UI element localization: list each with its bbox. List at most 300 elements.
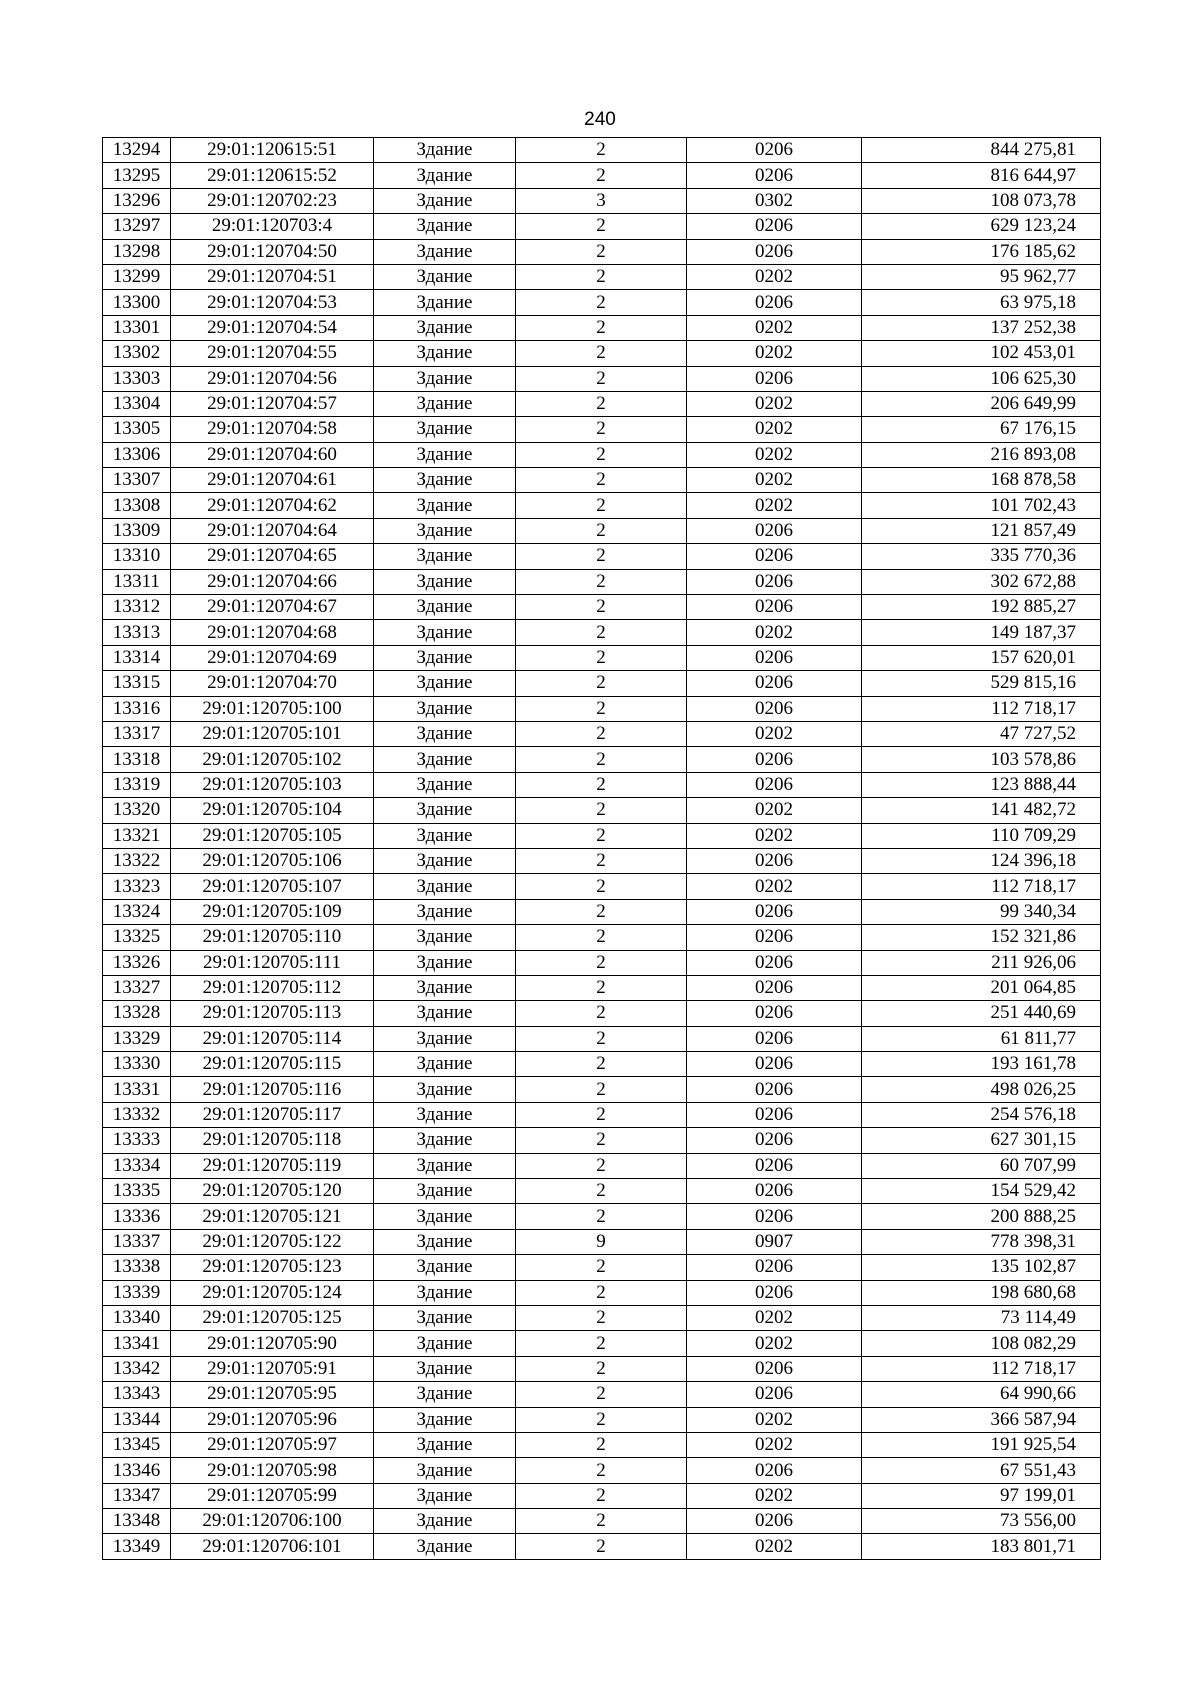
subgroup-code-cell: 0202 (687, 315, 862, 340)
cadastral-value-cell: 157 620,01 (862, 645, 1101, 670)
cadastral-value-cell: 192 885,27 (862, 595, 1101, 620)
group-code-cell: 2 (516, 1052, 687, 1077)
group-code-cell: 2 (516, 366, 687, 391)
group-code-cell: 2 (516, 823, 687, 848)
subgroup-code-cell: 0302 (687, 188, 862, 213)
row-number-cell: 13335 (103, 1179, 171, 1204)
row-number-cell: 13309 (103, 518, 171, 543)
group-code-cell: 3 (516, 188, 687, 213)
table-row (103, 1229, 1101, 1254)
group-code-cell: 2 (516, 239, 687, 264)
table-row (103, 823, 1101, 848)
subgroup-code-cell: 0206 (687, 1509, 862, 1534)
object-type-cell: Здание (374, 1534, 516, 1559)
group-code-cell: 2 (516, 975, 687, 1000)
table-row (103, 595, 1101, 620)
group-code-cell: 2 (516, 1509, 687, 1534)
subgroup-code-cell: 0202 (687, 1407, 862, 1432)
cadastral-number-cell: 29:01:120704:50 (171, 239, 374, 264)
row-number-cell: 13332 (103, 1102, 171, 1127)
row-number-cell: 13348 (103, 1509, 171, 1534)
cadastral-value-cell: 73 114,49 (862, 1305, 1101, 1330)
group-code-cell: 2 (516, 671, 687, 696)
object-type-cell: Здание (374, 950, 516, 975)
subgroup-code-cell: 0202 (687, 1432, 862, 1457)
cadastral-value-cell: 154 529,42 (862, 1179, 1101, 1204)
table-row (103, 772, 1101, 797)
object-type-cell: Здание (374, 214, 516, 239)
table-row (103, 1077, 1101, 1102)
subgroup-code-cell: 0206 (687, 1204, 862, 1229)
table-row (103, 696, 1101, 721)
subgroup-code-cell: 0206 (687, 518, 862, 543)
cadastral-value-cell: 201 064,85 (862, 975, 1101, 1000)
row-number-cell: 13321 (103, 823, 171, 848)
group-code-cell: 2 (516, 1432, 687, 1457)
table-row (103, 341, 1101, 366)
group-code-cell: 2 (516, 1382, 687, 1407)
row-number-cell: 13323 (103, 874, 171, 899)
subgroup-code-cell: 0206 (687, 595, 862, 620)
object-type-cell: Здание (374, 417, 516, 442)
cadastral-number-cell: 29:01:120704:60 (171, 442, 374, 467)
cadastral-value-cell: 106 625,30 (862, 366, 1101, 391)
object-type-cell: Здание (374, 1483, 516, 1508)
cadastral-value-cell: 193 161,78 (862, 1052, 1101, 1077)
cadastral-value-cell: 103 578,86 (862, 747, 1101, 772)
subgroup-code-cell: 0206 (687, 1280, 862, 1305)
cadastral-value-cell: 200 888,25 (862, 1204, 1101, 1229)
cadastral-number-cell: 29:01:120704:66 (171, 569, 374, 594)
cadastral-number-cell: 29:01:120704:62 (171, 493, 374, 518)
table-row (103, 417, 1101, 442)
object-type-cell: Здание (374, 239, 516, 264)
group-code-cell: 2 (516, 341, 687, 366)
cadastral-value-cell: 183 801,71 (862, 1534, 1101, 1559)
cadastral-number-cell: 29:01:120706:100 (171, 1509, 374, 1534)
row-number-cell: 13302 (103, 341, 171, 366)
object-type-cell: Здание (374, 595, 516, 620)
cadastral-value-cell: 99 340,34 (862, 899, 1101, 924)
group-code-cell: 2 (516, 1458, 687, 1483)
object-type-cell: Здание (374, 823, 516, 848)
table-row (103, 1204, 1101, 1229)
object-type-cell: Здание (374, 391, 516, 416)
row-number-cell: 13312 (103, 595, 171, 620)
row-number-cell: 13305 (103, 417, 171, 442)
cadastral-number-cell: 29:01:120705:114 (171, 1026, 374, 1051)
subgroup-code-cell: 0206 (687, 645, 862, 670)
row-number-cell: 13326 (103, 950, 171, 975)
subgroup-code-cell: 0206 (687, 1052, 862, 1077)
row-number-cell: 13340 (103, 1305, 171, 1330)
subgroup-code-cell: 0206 (687, 1128, 862, 1153)
page-number: 240 (584, 109, 616, 130)
group-code-cell: 2 (516, 442, 687, 467)
subgroup-code-cell: 0206 (687, 1382, 862, 1407)
cadastral-number-cell: 29:01:120705:102 (171, 747, 374, 772)
table-row (103, 721, 1101, 746)
table-row (103, 315, 1101, 340)
cadastral-value-cell: 73 556,00 (862, 1509, 1101, 1534)
table-row (103, 138, 1101, 163)
row-number-cell: 13298 (103, 239, 171, 264)
subgroup-code-cell: 0202 (687, 468, 862, 493)
subgroup-code-cell: 0206 (687, 747, 862, 772)
subgroup-code-cell: 0206 (687, 138, 862, 163)
table-row (103, 1255, 1101, 1280)
table-row (103, 1331, 1101, 1356)
cadastral-value-cell: 251 440,69 (862, 1001, 1101, 1026)
cadastral-value-cell: 47 727,52 (862, 721, 1101, 746)
cadastral-number-cell: 29:01:120704:55 (171, 341, 374, 366)
table-row (103, 899, 1101, 924)
table-row (103, 1356, 1101, 1381)
cadastral-number-cell: 29:01:120705:121 (171, 1204, 374, 1229)
object-type-cell: Здание (374, 1128, 516, 1153)
cadastral-number-cell: 29:01:120704:56 (171, 366, 374, 391)
table-row (103, 671, 1101, 696)
object-type-cell: Здание (374, 544, 516, 569)
table-body (103, 138, 1101, 1560)
group-code-cell: 2 (516, 1534, 687, 1559)
cadastral-value-cell: 101 702,43 (862, 493, 1101, 518)
row-number-cell: 13342 (103, 1356, 171, 1381)
group-code-cell: 2 (516, 1204, 687, 1229)
group-code-cell: 2 (516, 214, 687, 239)
subgroup-code-cell: 0206 (687, 848, 862, 873)
table-row (103, 468, 1101, 493)
cadastral-value-cell: 302 672,88 (862, 569, 1101, 594)
cadastral-number-cell: 29:01:120705:107 (171, 874, 374, 899)
object-type-cell: Здание (374, 620, 516, 645)
cadastral-value-cell: 778 398,31 (862, 1229, 1101, 1254)
cadastral-number-cell: 29:01:120705:111 (171, 950, 374, 975)
table-row (103, 366, 1101, 391)
subgroup-code-cell: 0206 (687, 772, 862, 797)
row-number-cell: 13300 (103, 290, 171, 315)
object-type-cell: Здание (374, 1356, 516, 1381)
row-number-cell: 13314 (103, 645, 171, 670)
cadastral-number-cell: 29:01:120705:101 (171, 721, 374, 746)
row-number-cell: 13345 (103, 1432, 171, 1457)
group-code-cell: 2 (516, 925, 687, 950)
row-number-cell: 13318 (103, 747, 171, 772)
row-number-cell: 13346 (103, 1458, 171, 1483)
cadastral-number-cell: 29:01:120705:103 (171, 772, 374, 797)
cadastral-number-cell: 29:01:120704:51 (171, 264, 374, 289)
cadastral-value-cell: 60 707,99 (862, 1153, 1101, 1178)
row-number-cell: 13327 (103, 975, 171, 1000)
cadastral-value-cell: 206 649,99 (862, 391, 1101, 416)
cadastral-value-cell: 124 396,18 (862, 848, 1101, 873)
group-code-cell: 2 (516, 1128, 687, 1153)
object-type-cell: Здание (374, 1229, 516, 1254)
table-row (103, 493, 1101, 518)
cadastral-number-cell: 29:01:120705:117 (171, 1102, 374, 1127)
row-number-cell: 13297 (103, 214, 171, 239)
table-row (103, 518, 1101, 543)
group-code-cell: 2 (516, 138, 687, 163)
object-type-cell: Здание (374, 747, 516, 772)
cadastral-value-cell: 121 857,49 (862, 518, 1101, 543)
cadastral-value-cell: 254 576,18 (862, 1102, 1101, 1127)
subgroup-code-cell: 0206 (687, 163, 862, 188)
table-row (103, 214, 1101, 239)
subgroup-code-cell: 0206 (687, 696, 862, 721)
cadastral-number-cell: 29:01:120705:116 (171, 1077, 374, 1102)
group-code-cell: 2 (516, 645, 687, 670)
group-code-cell: 2 (516, 569, 687, 594)
cadastral-value-cell: 198 680,68 (862, 1280, 1101, 1305)
cadastral-value-cell: 135 102,87 (862, 1255, 1101, 1280)
table-row (103, 569, 1101, 594)
object-type-cell: Здание (374, 138, 516, 163)
group-code-cell: 2 (516, 747, 687, 772)
cadastral-value-cell: 366 587,94 (862, 1407, 1101, 1432)
table-row (103, 391, 1101, 416)
row-number-cell: 13322 (103, 848, 171, 873)
cadastral-value-table (102, 137, 1101, 1560)
row-number-cell: 13320 (103, 798, 171, 823)
cadastral-number-cell: 29:01:120705:106 (171, 848, 374, 873)
table-row (103, 264, 1101, 289)
object-type-cell: Здание (374, 163, 516, 188)
cadastral-number-cell: 29:01:120615:52 (171, 163, 374, 188)
cadastral-value-cell: 64 990,66 (862, 1382, 1101, 1407)
row-number-cell: 13303 (103, 366, 171, 391)
cadastral-value-cell: 176 185,62 (862, 239, 1101, 264)
cadastral-value-cell: 191 925,54 (862, 1432, 1101, 1457)
object-type-cell: Здание (374, 1052, 516, 1077)
row-number-cell: 13334 (103, 1153, 171, 1178)
table-row (103, 544, 1101, 569)
cadastral-number-cell: 29:01:120705:98 (171, 1458, 374, 1483)
group-code-cell: 2 (516, 493, 687, 518)
row-number-cell: 13339 (103, 1280, 171, 1305)
table-row (103, 1509, 1101, 1534)
cadastral-value-cell: 629 123,24 (862, 214, 1101, 239)
table-row (103, 874, 1101, 899)
cadastral-number-cell: 29:01:120704:53 (171, 290, 374, 315)
row-number-cell: 13330 (103, 1052, 171, 1077)
cadastral-value-cell: 112 718,17 (862, 1356, 1101, 1381)
cadastral-number-cell: 29:01:120705:122 (171, 1229, 374, 1254)
group-code-cell: 2 (516, 391, 687, 416)
object-type-cell: Здание (374, 975, 516, 1000)
cadastral-value-cell: 67 176,15 (862, 417, 1101, 442)
cadastral-number-cell: 29:01:120704:67 (171, 595, 374, 620)
object-type-cell: Здание (374, 290, 516, 315)
cadastral-number-cell: 29:01:120705:97 (171, 1432, 374, 1457)
object-type-cell: Здание (374, 315, 516, 340)
group-code-cell: 2 (516, 264, 687, 289)
row-number-cell: 13329 (103, 1026, 171, 1051)
subgroup-code-cell: 0206 (687, 1458, 862, 1483)
object-type-cell: Здание (374, 1382, 516, 1407)
object-type-cell: Здание (374, 1432, 516, 1457)
object-type-cell: Здание (374, 264, 516, 289)
cadastral-number-cell: 29:01:120615:51 (171, 138, 374, 163)
cadastral-number-cell: 29:01:120704:70 (171, 671, 374, 696)
group-code-cell: 2 (516, 1077, 687, 1102)
cadastral-value-cell: 108 082,29 (862, 1331, 1101, 1356)
cadastral-value-cell: 97 199,01 (862, 1483, 1101, 1508)
subgroup-code-cell: 0206 (687, 366, 862, 391)
group-code-cell: 9 (516, 1229, 687, 1254)
subgroup-code-cell: 0202 (687, 1483, 862, 1508)
group-code-cell: 2 (516, 518, 687, 543)
object-type-cell: Здание (374, 798, 516, 823)
table-row (103, 1382, 1101, 1407)
subgroup-code-cell: 0202 (687, 264, 862, 289)
object-type-cell: Здание (374, 874, 516, 899)
row-number-cell: 13338 (103, 1255, 171, 1280)
cadastral-value-cell: 112 718,17 (862, 874, 1101, 899)
object-type-cell: Здание (374, 1407, 516, 1432)
subgroup-code-cell: 0202 (687, 1534, 862, 1559)
group-code-cell: 2 (516, 1001, 687, 1026)
cadastral-number-cell: 29:01:120704:61 (171, 468, 374, 493)
cadastral-number-cell: 29:01:120704:65 (171, 544, 374, 569)
cadastral-number-cell: 29:01:120704:68 (171, 620, 374, 645)
cadastral-value-cell: 529 815,16 (862, 671, 1101, 696)
cadastral-value-cell: 498 026,25 (862, 1077, 1101, 1102)
cadastral-number-cell: 29:01:120705:110 (171, 925, 374, 950)
object-type-cell: Здание (374, 366, 516, 391)
table-row (103, 1534, 1101, 1559)
subgroup-code-cell: 0206 (687, 1077, 862, 1102)
group-code-cell: 2 (516, 1305, 687, 1330)
table-row (103, 950, 1101, 975)
row-number-cell: 13307 (103, 468, 171, 493)
subgroup-code-cell: 0202 (687, 874, 862, 899)
cadastral-number-cell: 29:01:120705:113 (171, 1001, 374, 1026)
subgroup-code-cell: 0206 (687, 290, 862, 315)
subgroup-code-cell: 0206 (687, 1001, 862, 1026)
object-type-cell: Здание (374, 569, 516, 594)
group-code-cell: 2 (516, 899, 687, 924)
subgroup-code-cell: 0202 (687, 721, 862, 746)
object-type-cell: Здание (374, 1255, 516, 1280)
cadastral-number-cell: 29:01:120705:99 (171, 1483, 374, 1508)
row-number-cell: 13315 (103, 671, 171, 696)
cadastral-value-cell: 149 187,37 (862, 620, 1101, 645)
subgroup-code-cell: 0202 (687, 620, 862, 645)
subgroup-code-cell: 0206 (687, 671, 862, 696)
cadastral-number-cell: 29:01:120705:96 (171, 1407, 374, 1432)
subgroup-code-cell: 0206 (687, 1255, 862, 1280)
cadastral-value-cell: 168 878,58 (862, 468, 1101, 493)
group-code-cell: 2 (516, 1255, 687, 1280)
object-type-cell: Здание (374, 645, 516, 670)
object-type-cell: Здание (374, 1153, 516, 1178)
table-row (103, 163, 1101, 188)
subgroup-code-cell: 0202 (687, 1331, 862, 1356)
object-type-cell: Здание (374, 1305, 516, 1330)
object-type-cell: Здание (374, 721, 516, 746)
table-row (103, 1052, 1101, 1077)
row-number-cell: 13296 (103, 188, 171, 213)
row-number-cell: 13308 (103, 493, 171, 518)
cadastral-number-cell: 29:01:120705:124 (171, 1280, 374, 1305)
object-type-cell: Здание (374, 772, 516, 797)
cadastral-number-cell: 29:01:120705:90 (171, 1331, 374, 1356)
table-row (103, 290, 1101, 315)
row-number-cell: 13325 (103, 925, 171, 950)
row-number-cell: 13319 (103, 772, 171, 797)
cadastral-number-cell: 29:01:120704:69 (171, 645, 374, 670)
table-row (103, 798, 1101, 823)
cadastral-number-cell: 29:01:120704:58 (171, 417, 374, 442)
table-row (103, 1026, 1101, 1051)
group-code-cell: 2 (516, 1153, 687, 1178)
object-type-cell: Здание (374, 1077, 516, 1102)
object-type-cell: Здание (374, 468, 516, 493)
group-code-cell: 2 (516, 163, 687, 188)
cadastral-number-cell: 29:01:120704:57 (171, 391, 374, 416)
row-number-cell: 13343 (103, 1382, 171, 1407)
cadastral-number-cell: 29:01:120704:54 (171, 315, 374, 340)
row-number-cell: 13341 (103, 1331, 171, 1356)
group-code-cell: 2 (516, 290, 687, 315)
row-number-cell: 13347 (103, 1483, 171, 1508)
group-code-cell: 2 (516, 848, 687, 873)
table-row (103, 925, 1101, 950)
group-code-cell: 2 (516, 798, 687, 823)
subgroup-code-cell: 0202 (687, 798, 862, 823)
cadastral-number-cell: 29:01:120705:91 (171, 1356, 374, 1381)
cadastral-number-cell: 29:01:120705:120 (171, 1179, 374, 1204)
row-number-cell: 13328 (103, 1001, 171, 1026)
row-number-cell: 13295 (103, 163, 171, 188)
object-type-cell: Здание (374, 493, 516, 518)
group-code-cell: 2 (516, 595, 687, 620)
row-number-cell: 13324 (103, 899, 171, 924)
table-row (103, 620, 1101, 645)
table-row (103, 1280, 1101, 1305)
cadastral-value-cell: 95 962,77 (862, 264, 1101, 289)
object-type-cell: Здание (374, 1280, 516, 1305)
cadastral-number-cell: 29:01:120702:23 (171, 188, 374, 213)
cadastral-value-cell: 137 252,38 (862, 315, 1101, 340)
table-row (103, 1128, 1101, 1153)
object-type-cell: Здание (374, 1204, 516, 1229)
table-row (103, 975, 1101, 1000)
table-row (103, 1305, 1101, 1330)
row-number-cell: 13331 (103, 1077, 171, 1102)
cadastral-value-cell: 211 926,06 (862, 950, 1101, 975)
object-type-cell: Здание (374, 518, 516, 543)
group-code-cell: 2 (516, 1179, 687, 1204)
table-row (103, 1483, 1101, 1508)
cadastral-number-cell: 29:01:120705:125 (171, 1305, 374, 1330)
group-code-cell: 2 (516, 874, 687, 899)
table-row (103, 1153, 1101, 1178)
table-row (103, 1432, 1101, 1457)
subgroup-code-cell: 0206 (687, 975, 862, 1000)
table-row (103, 848, 1101, 873)
group-code-cell: 2 (516, 620, 687, 645)
cadastral-number-cell: 29:01:120705:119 (171, 1153, 374, 1178)
table-row (103, 239, 1101, 264)
table-row (103, 1179, 1101, 1204)
cadastral-value-cell: 216 893,08 (862, 442, 1101, 467)
row-number-cell: 13310 (103, 544, 171, 569)
table-row (103, 1458, 1101, 1483)
subgroup-code-cell: 0206 (687, 1356, 862, 1381)
subgroup-code-cell: 0206 (687, 950, 862, 975)
